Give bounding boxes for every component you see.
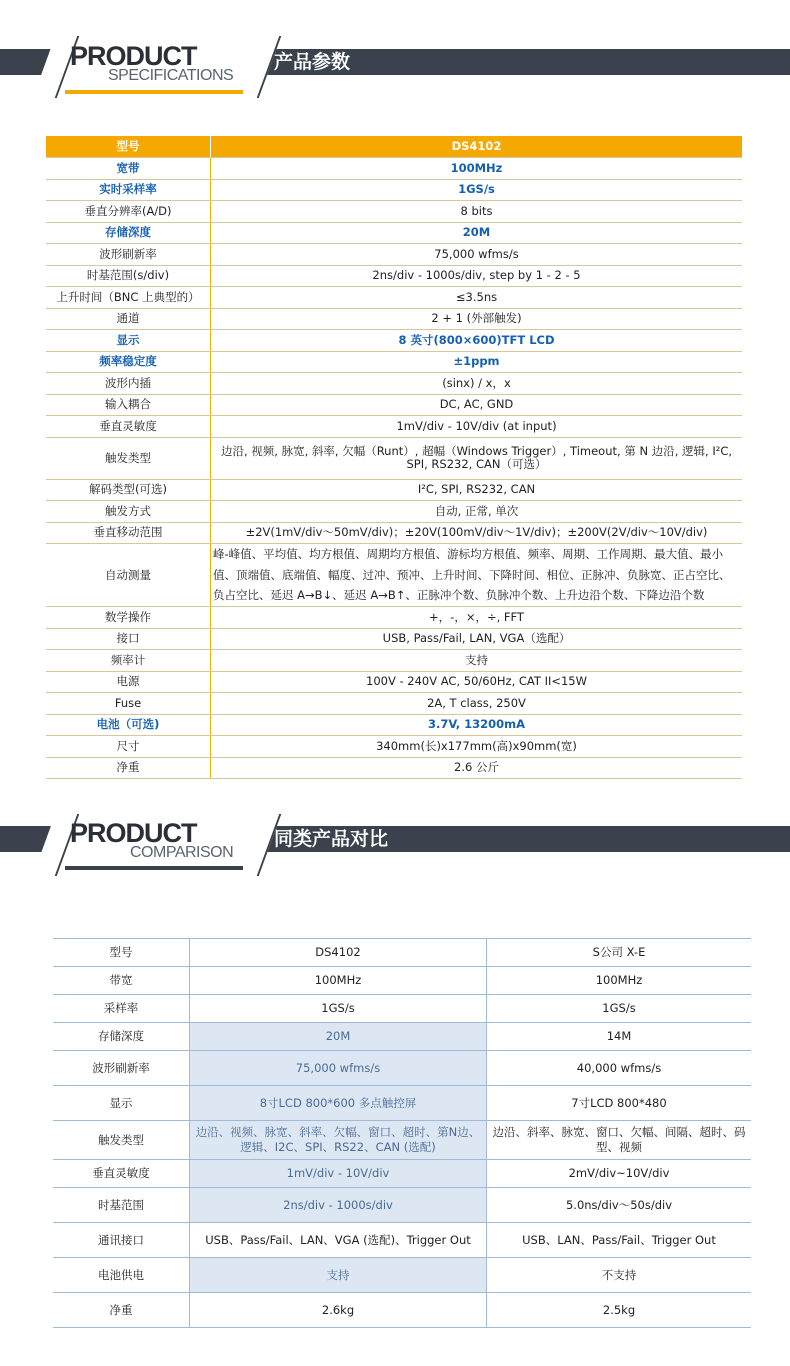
compare-value-a: 100MHz <box>190 967 487 995</box>
banner-title-cn: 产品参数 <box>274 51 351 73</box>
spec-value: 1mV/div - 10V/div (at input) <box>211 416 743 438</box>
compare-value-b: 边沿、斜率、脉宽、窗口、欠幅、间隔、超时、码型、视频 <box>487 1121 752 1160</box>
compare-value-b: USB、LAN、Pass/Fail、Trigger Out <box>487 1223 752 1258</box>
spec-value: 100V - 240V AC, 50/60Hz, CAT II<15W <box>211 671 743 693</box>
compare-value-a: 2.6kg <box>190 1293 487 1328</box>
spec-label: 上升时间（BNC 上典型的） <box>46 287 211 309</box>
spec-value: +，-，×，÷, FFT <box>211 607 743 629</box>
spec-row <box>46 265 742 287</box>
compare-row <box>53 1258 751 1293</box>
spec-row <box>46 201 742 223</box>
compare-value-a: 1mV/div - 10V/div <box>190 1160 487 1188</box>
spec-row <box>46 522 742 544</box>
spec-value: ±1ppm <box>211 351 743 373</box>
compare-value-a: 20M <box>190 1023 487 1051</box>
spec-value: 100MHz <box>211 158 743 180</box>
spec-label: 数学操作 <box>46 607 211 629</box>
compare-value-b: 不支持 <box>487 1258 752 1293</box>
compare-value-a: 边沿、视频、脉宽、斜率、欠幅、窗口、超时、第N边、逻辑、I2C、SPI、RS22、CAN (选配) <box>190 1121 487 1160</box>
spec-value: 2A, T class, 250V <box>211 693 743 715</box>
spec-value: I²C, SPI, RS232, CAN <box>211 479 743 501</box>
spec-row <box>46 222 742 244</box>
banner-title-small: COMPARISON <box>130 844 234 861</box>
spec-label: Fuse <box>46 693 211 715</box>
compare-label: 采样率 <box>53 995 190 1023</box>
spec-value: 75,000 wfms/s <box>211 244 743 266</box>
spec-row <box>46 479 742 501</box>
spec-row <box>46 501 742 523</box>
compare-label: 触发类型 <box>53 1121 190 1160</box>
compare-row <box>53 967 751 995</box>
spec-value: 自动, 正常, 单次 <box>211 501 743 523</box>
compare-label: 带宽 <box>53 967 190 995</box>
spec-label: 存储深度 <box>46 222 211 244</box>
compare-row <box>53 1188 751 1223</box>
spec-value: 8 英寸(800×600)TFT LCD <box>211 330 743 352</box>
spec-label: 宽带 <box>46 158 211 180</box>
spec-value: ±2V(1mV/div～50mV/div)；±20V(100mV/div～1V/div)；±200V(2V/div～10V/div) <box>211 522 743 544</box>
compare-value-b: 2mV/div~10V/div <box>487 1160 752 1188</box>
compare-label: 型号 <box>53 939 190 967</box>
compare-label: 电池供电 <box>53 1258 190 1293</box>
spec-value: USB, Pass/Fail, LAN, VGA（选配） <box>211 628 743 650</box>
compare-row <box>53 1223 751 1258</box>
spec-value: 支持 <box>211 650 743 672</box>
spec-row <box>46 179 742 201</box>
compare-value-a: 75,000 wfms/s <box>190 1051 487 1086</box>
compare-row <box>53 1051 751 1086</box>
spec-label: 电池（可选) <box>46 714 211 736</box>
spec-value: 3.7V, 13200mA <box>211 714 743 736</box>
compare-label: 时基范围 <box>53 1188 190 1223</box>
spec-row <box>46 607 742 629</box>
spec-value: 峰-峰值、平均值、均方根值、周期均方根值、游标均方根值、频率、周期、工作周期、最大值、最小值、顶端值、底端值、幅度、过冲、预冲、上升时间、下降时间、相位、正脉冲、负脉宽、正占空比、负占空比、延迟 A→B↓、延迟 A→B↑、正脉冲个数、负脉冲个数、上升边沿个数、下降边沿个数 <box>211 544 743 607</box>
spec-label: 触发方式 <box>46 501 211 523</box>
spec-row <box>46 714 742 736</box>
spec-label: 通道 <box>46 308 211 330</box>
spec-row <box>46 416 742 438</box>
spec-row <box>46 437 742 479</box>
compare-row <box>53 1121 751 1160</box>
compare-label: 波形刷新率 <box>53 1051 190 1086</box>
spec-value: DC, AC, GND <box>211 394 743 416</box>
spec-value: (sinx) / x，x <box>211 373 743 395</box>
spec-row <box>46 351 742 373</box>
compare-value-b: 14M <box>487 1023 752 1051</box>
spec-value: 2.6 公斤 <box>211 757 743 779</box>
compare-value-a: DS4102 <box>190 939 487 967</box>
compare-value-b: 5.0ns/div～50s/div <box>487 1188 752 1223</box>
banner-title-big: PRODUCT <box>70 818 197 848</box>
spec-label: 解码类型(可选) <box>46 479 211 501</box>
spec-value: 1GS/s <box>211 179 743 201</box>
spec-label: 净重 <box>46 757 211 779</box>
spec-row <box>46 287 742 309</box>
banner-title-big: PRODUCT <box>70 41 197 71</box>
compare-value-a: USB、Pass/Fail、LAN、VGA (选配)、Trigger Out <box>190 1223 487 1258</box>
compare-label: 存储深度 <box>53 1023 190 1051</box>
compare-row <box>53 1086 751 1121</box>
spec-row <box>46 308 742 330</box>
spec-label: 时基范围(s/div) <box>46 265 211 287</box>
spec-value: 8 bits <box>211 201 743 223</box>
compare-value-b: 2.5kg <box>487 1293 752 1328</box>
spec-row <box>46 244 742 266</box>
spec-value: 340mm(长)x177mm(高)x90mm(宽) <box>211 736 743 758</box>
spec-header-value: DS4102 <box>211 136 743 158</box>
spec-header-label: 型号 <box>46 136 211 158</box>
compare-value-a: 8寸LCD 800*600 多点触控屏 <box>190 1086 487 1121</box>
compare-row <box>53 995 751 1023</box>
spec-value: 2ns/div - 1000s/div, step by 1 - 2 - 5 <box>211 265 743 287</box>
compare-value-a: 2ns/div - 1000s/div <box>190 1188 487 1223</box>
comparison-table <box>53 938 751 1328</box>
spec-label: 触发类型 <box>46 437 211 479</box>
spec-row <box>46 394 742 416</box>
spec-row <box>46 330 742 352</box>
spec-label: 频率计 <box>46 650 211 672</box>
spec-value: 边沿, 视频, 脉宽, 斜率, 欠幅（Runt）, 超幅（Windows Trigger）, Timeout, 第 N 边沿, 逻辑, I²C, SPI, RS232, CAN（可选） <box>211 437 743 479</box>
banner-title-cn: 同类产品对比 <box>274 828 389 850</box>
spec-row <box>46 757 742 779</box>
compare-label: 垂直灵敏度 <box>53 1160 190 1188</box>
spec-label: 波形内插 <box>46 373 211 395</box>
spec-label: 尺寸 <box>46 736 211 758</box>
spec-label: 频率稳定度 <box>46 351 211 373</box>
spec-label: 显示 <box>46 330 211 352</box>
spec-label: 波形刷新率 <box>46 244 211 266</box>
compare-value-b: 100MHz <box>487 967 752 995</box>
spec-header-row <box>46 136 742 158</box>
compare-row <box>53 1293 751 1328</box>
spec-label: 电源 <box>46 671 211 693</box>
spec-value: ≤3.5ns <box>211 287 743 309</box>
compare-label: 通讯接口 <box>53 1223 190 1258</box>
spec-row <box>46 671 742 693</box>
compare-label: 净重 <box>53 1293 190 1328</box>
compare-header-row <box>53 939 751 967</box>
compare-value-a: 1GS/s <box>190 995 487 1023</box>
spec-label: 自动测量 <box>46 544 211 607</box>
spec-row <box>46 628 742 650</box>
spec-row <box>46 158 742 180</box>
compare-row <box>53 1160 751 1188</box>
compare-value-b: S公司 X-E <box>487 939 752 967</box>
spec-label: 垂直灵敏度 <box>46 416 211 438</box>
spec-label: 输入耦合 <box>46 394 211 416</box>
spec-label: 实时采样率 <box>46 179 211 201</box>
spec-value: 2 + 1 (外部触发) <box>211 308 743 330</box>
spec-row <box>46 693 742 715</box>
spec-row <box>46 650 742 672</box>
spec-label: 垂直分辨率(A/D) <box>46 201 211 223</box>
compare-value-a: 支持 <box>190 1258 487 1293</box>
compare-value-b: 1GS/s <box>487 995 752 1023</box>
compare-label: 显示 <box>53 1086 190 1121</box>
spec-value: 20M <box>211 222 743 244</box>
banner-title-small: SPECIFICATIONS <box>108 67 234 84</box>
compare-banner <box>0 814 790 876</box>
spec-row <box>46 544 742 607</box>
spec-label: 接口 <box>46 628 211 650</box>
spec-table <box>46 136 742 779</box>
spec-row <box>46 373 742 395</box>
specs-banner <box>0 36 790 98</box>
spec-label: 垂直移动范围 <box>46 522 211 544</box>
banner-underline <box>65 90 243 94</box>
compare-value-b: 40,000 wfms/s <box>487 1051 752 1086</box>
banner-underline <box>65 866 243 870</box>
spec-row <box>46 736 742 758</box>
compare-row <box>53 1023 751 1051</box>
compare-value-b: 7寸LCD 800*480 <box>487 1086 752 1121</box>
